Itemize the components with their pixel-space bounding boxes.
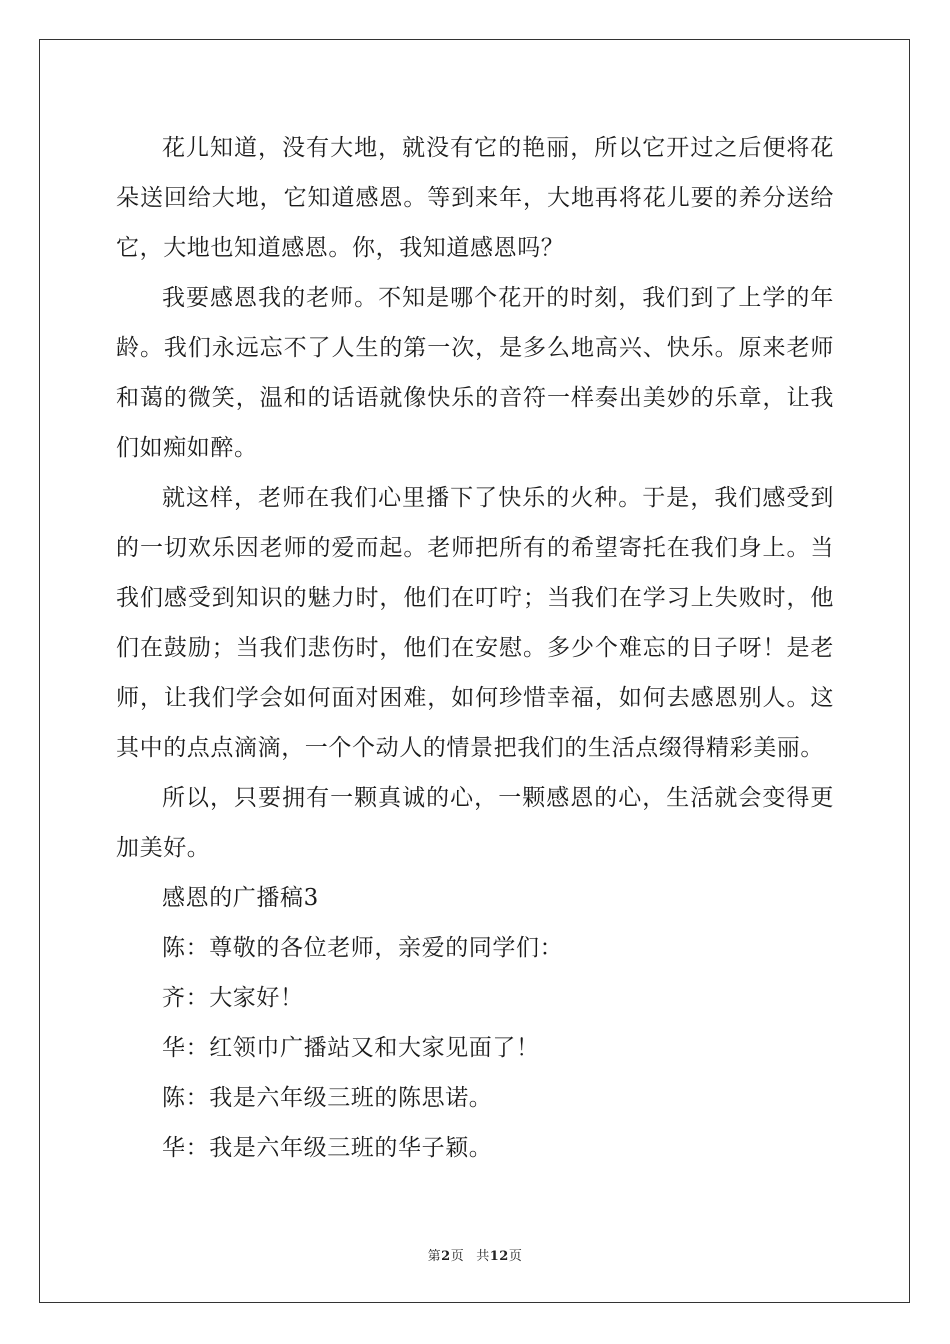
paragraph: 我要感恩我的老师。不知是哪个花开的时刻，我们到了上学的年龄。我们永远忘不了人生的第一次，是多么地高兴、快乐。原来老师和蔼的微笑，温和的话语就像快乐的音符一样奏出美妙的乐章，让我们如痴如醉。 [116,285,834,461]
total-suffix: 页 [508,1249,523,1264]
paragraph: 花儿知道，没有大地，就没有它的艳丽，所以它开过之后便将花朵送回给大地，它知道感恩。等到来年，大地再将花儿要的养分送给它，大地也知道感恩。你，我知道感恩吗？ [116,135,834,261]
page-suffix: 页 [450,1249,465,1264]
dialogue-line: 华：我是六年级三班的华子颖。 [162,1135,493,1161]
dialogue-line: 齐：大家好！ [162,985,304,1011]
section-heading: 感恩的广播稿3 [162,885,319,911]
paragraph: 所以，只要拥有一颗真诚的心，一颗感恩的心，生活就会变得更加美好。 [116,785,834,861]
dialogue-line: 陈：尊敬的各位老师，亲爱的同学们： [162,935,564,961]
page-footer [0,1248,950,1266]
page-prefix: 第 [427,1249,442,1264]
dialogue-line: 华：红领巾广播站又和大家见面了！ [162,1035,540,1061]
page-number: 2 [441,1249,451,1264]
total-pages: 12 [489,1249,509,1264]
paragraph: 就这样，老师在我们心里播下了快乐的火种。于是，我们感受到的一切欢乐因老师的爱而起。老师把所有的希望寄托在我们身上。当我们感受到知识的魅力时，他们在叮咛；当我们在学习上失败时，他们在鼓励；当我们悲伤时，他们在安慰。多少个难忘的日子呀！是老师，让我们学会如何面对困难，如何珍惜幸福，如何去感恩别人。这其中的点点滴滴，一个个动人的情景把我们的生活点缀得精彩美丽。 [116,485,834,761]
total-prefix: 共 [476,1249,490,1264]
document-body [116,123,834,1173]
dialogue-line: 陈：我是六年级三班的陈思诺。 [162,1085,493,1111]
